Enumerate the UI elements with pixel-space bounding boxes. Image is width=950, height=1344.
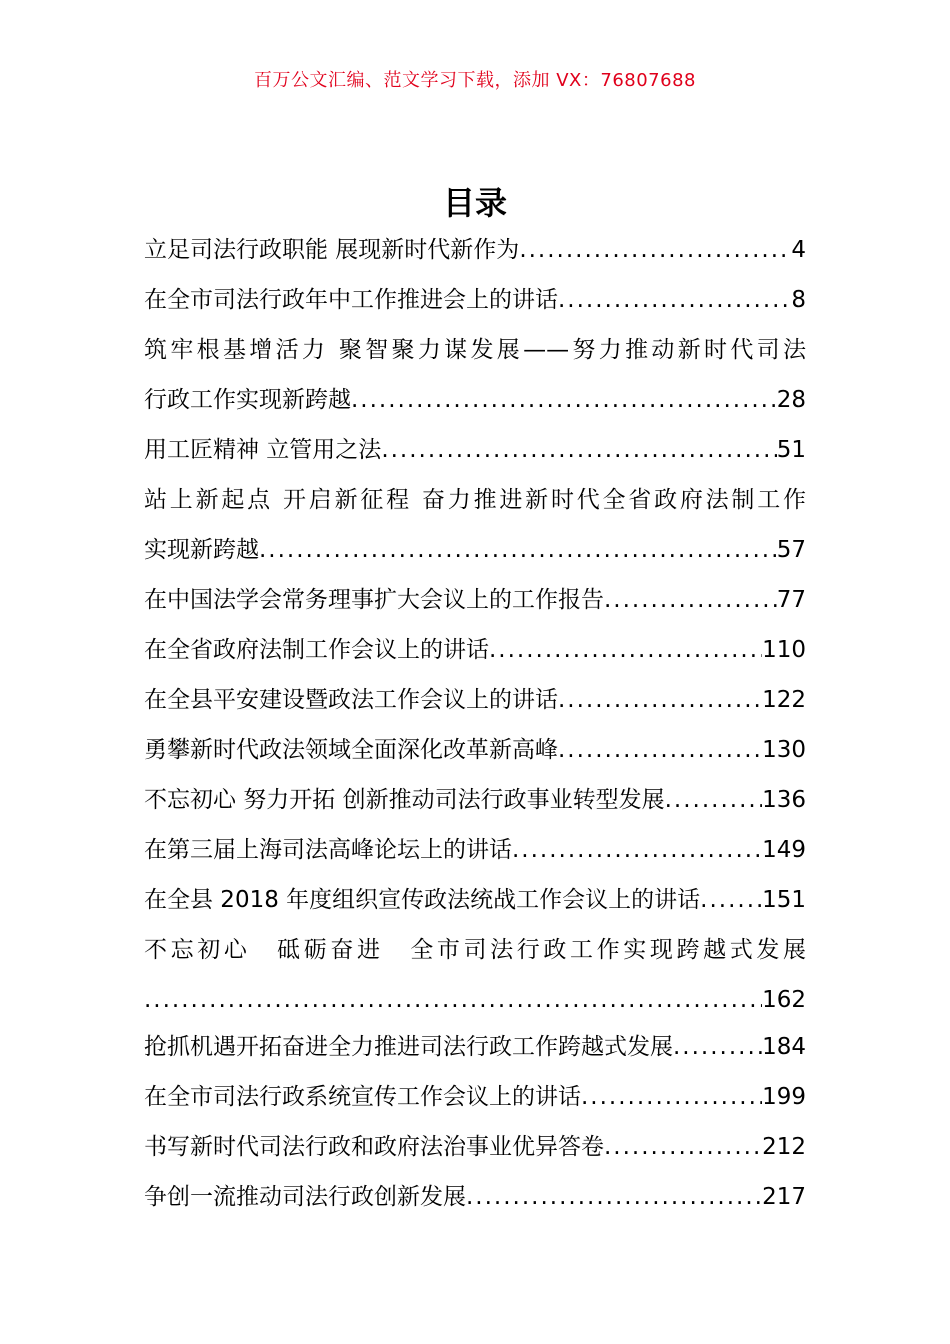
toc-entry[interactable]: [144, 930, 806, 980]
toc-entry-page: 51: [776, 437, 806, 463]
toc-leader-dots: [144, 980, 762, 1020]
toc-entry[interactable]: [144, 330, 806, 380]
toc-entry-page: 122: [762, 687, 806, 713]
toc-entry[interactable]: [144, 1127, 806, 1177]
toc-entry[interactable]: [144, 880, 806, 930]
table-of-contents: [144, 230, 806, 1227]
toc-entry[interactable]: [144, 480, 806, 530]
toc-entry-title: 不忘初心 砥砺奋进 全市司法行政工作实现跨越式发展: [144, 937, 806, 963]
toc-entry-title: 不忘初心 努力开拓 创新推动司法行政事业转型发展: [144, 787, 665, 813]
toc-entry-page: 217: [762, 1184, 806, 1210]
toc-entry-title: 在全县平安建设暨政法工作会议上的讲话: [144, 687, 558, 713]
toc-entry-title: 在中国法学会常务理事扩大会议上的工作报告: [144, 587, 604, 613]
toc-entry-title: 争创一流推动司法行政创新发展: [144, 1184, 466, 1210]
toc-entry[interactable]: [144, 230, 806, 280]
toc-leader-dots: [558, 280, 791, 320]
toc-entry-page: 162: [762, 987, 806, 1013]
toc-entry-page: 149: [762, 837, 806, 863]
toc-entry-title: 抢抓机遇开拓奋进全力推进司法行政工作跨越式发展: [144, 1034, 673, 1060]
toc-entry-page: 77: [776, 587, 806, 613]
toc-entry[interactable]: [144, 730, 806, 780]
toc-leader-dots: [665, 780, 762, 820]
toc-entry-continuation[interactable]: [144, 980, 806, 1027]
toc-leader-dots: [381, 430, 776, 470]
toc-entry-page: 110: [762, 637, 806, 663]
header-banner: 百万公文汇编、范文学习下载，添加 VX：76807688: [254, 70, 696, 91]
toc-entry-title-cont: 行政工作实现新跨越: [144, 387, 351, 413]
toc-leader-dots: [489, 630, 762, 670]
toc-leader-dots: [558, 730, 762, 770]
toc-entry-page: 130: [762, 737, 806, 763]
toc-entry[interactable]: [144, 630, 806, 680]
toc-leader-dots: [466, 1177, 762, 1217]
toc-entry-page: 184: [762, 1034, 806, 1060]
toc-leader-dots: [519, 230, 791, 270]
toc-leader-dots: [673, 1027, 762, 1067]
toc-entry-page: 136: [762, 787, 806, 813]
toc-entry[interactable]: [144, 430, 806, 480]
page-title: 目录: [442, 184, 507, 222]
toc-entry-title: 用工匠精神 立管用之法: [144, 437, 382, 463]
toc-entry-title: 筑牢根基增活力 聚智聚力谋发展——努力推动新时代司法: [144, 337, 806, 363]
toc-entry[interactable]: [144, 1177, 806, 1227]
toc-entry-page: 8: [791, 287, 806, 313]
toc-entry-page: 199: [762, 1084, 806, 1110]
toc-entry[interactable]: [144, 680, 806, 730]
toc-leader-dots: [604, 1127, 762, 1167]
toc-leader-dots: [512, 830, 762, 870]
toc-entry-title: 在第三届上海司法高峰论坛上的讲话: [144, 837, 512, 863]
toc-entry-title: 在全市司法行政年中工作推进会上的讲话: [144, 287, 558, 313]
toc-entry-page: 28: [776, 387, 806, 413]
toc-entry-title: 在全市司法行政系统宣传工作会议上的讲话: [144, 1084, 581, 1110]
toc-leader-dots: [351, 380, 777, 420]
toc-entry-title: 立足司法行政职能 展现新时代新作为: [144, 237, 520, 263]
toc-entry-title: 站上新起点 开启新征程 奋力推进新时代全省政府法制工作: [144, 487, 806, 513]
toc-leader-dots: [581, 1077, 762, 1117]
toc-leader-dots: [700, 880, 762, 920]
toc-entry[interactable]: [144, 280, 806, 330]
toc-entry-page: 151: [762, 887, 806, 913]
toc-leader-dots: [259, 530, 777, 570]
toc-entry-continuation[interactable]: [144, 530, 806, 580]
toc-entry-title: 在全省政府法制工作会议上的讲话: [144, 637, 489, 663]
toc-leader-dots: [604, 580, 777, 620]
toc-entry-title: 书写新时代司法行政和政府法治事业优异答卷: [144, 1134, 604, 1160]
toc-entry[interactable]: [144, 1027, 806, 1077]
toc-entry-page: 212: [762, 1134, 806, 1160]
toc-leader-dots: [558, 680, 762, 720]
toc-entry[interactable]: [144, 830, 806, 880]
toc-entry-title-cont: 实现新跨越: [144, 537, 259, 563]
toc-entry[interactable]: [144, 580, 806, 630]
toc-entry-page: 57: [776, 537, 806, 563]
toc-entry-title: 勇攀新时代政法领域全面深化改革新高峰: [144, 737, 558, 763]
toc-entry-continuation[interactable]: [144, 380, 806, 430]
toc-entry-page: 4: [791, 237, 806, 263]
toc-entry[interactable]: [144, 780, 806, 830]
toc-entry[interactable]: [144, 1077, 806, 1127]
toc-entry-title: 在全县 2018 年度组织宣传政法统战工作会议上的讲话: [144, 887, 701, 913]
